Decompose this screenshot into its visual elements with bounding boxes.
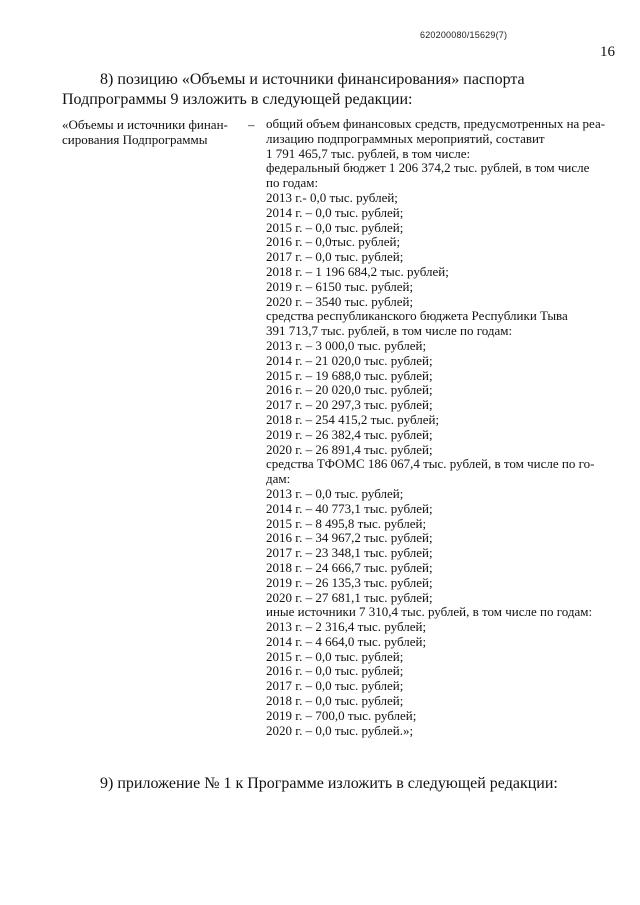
table-label-line: «Объемы и источники финан- bbox=[62, 117, 228, 132]
funding-line: лизацию подпрограммных мероприятий, составит bbox=[266, 130, 545, 146]
funding-line: 2017 г. – 20 297,3 тыс. рублей; bbox=[266, 397, 433, 413]
funding-line: 2019 г. – 6150 тыс. рублей; bbox=[266, 278, 414, 294]
funding-line: 2015 г. – 0,0 тыс. рублей; bbox=[266, 648, 404, 664]
funding-line: 2013 г.- 0,0 тыс. рублей; bbox=[266, 189, 398, 205]
funding-line: 2014 г. – 40 773,1 тыс. рублей; bbox=[266, 500, 433, 516]
funding-line: 2015 г. – 0,0 тыс. рублей; bbox=[266, 219, 404, 235]
funding-line: 2015 г. – 8 495,8 тыс. рублей; bbox=[266, 515, 427, 531]
funding-line: 1 791 465,7 тыс. рублей, в том числе: bbox=[266, 145, 471, 161]
funding-line: 2013 г. – 3 000,0 тыс. рублей; bbox=[266, 337, 427, 353]
funding-line: 2014 г. – 21 020,0 тыс. рублей; bbox=[266, 352, 433, 368]
funding-line: 2017 г. – 23 348,1 тыс. рублей; bbox=[266, 545, 433, 561]
funding-line: дам: bbox=[266, 471, 291, 487]
funding-line: 2016 г. – 0,0тыс. рублей; bbox=[266, 234, 401, 250]
funding-line: по годам: bbox=[266, 175, 319, 191]
funding-line: иные источники 7 310,4 тыс. рублей, в том числе по годам: bbox=[266, 604, 593, 620]
funding-line: средства ТФОМС 186 067,4 тыс. рублей, в том числе по го- bbox=[266, 456, 595, 472]
funding-line: 2016 г. – 20 020,0 тыс. рублей; bbox=[266, 382, 433, 398]
funding-line: 2016 г. – 0,0 тыс. рублей; bbox=[266, 663, 404, 679]
funding-line: средства республиканского бюджета Республики Тыва bbox=[266, 308, 568, 324]
funding-line: 2020 г. – 27 681,1 тыс. рублей; bbox=[266, 589, 433, 605]
funding-line: 2014 г. – 0,0 тыс. рублей; bbox=[266, 204, 404, 220]
funding-line: 2020 г. – 3540 тыс. рублей; bbox=[266, 293, 414, 309]
funding-lines bbox=[266, 116, 606, 738]
funding-line: 2013 г. – 0,0 тыс. рублей; bbox=[266, 485, 404, 501]
funding-line: 2020 г. – 0,0 тыс. рублей.»; bbox=[266, 722, 414, 738]
page-number: 16 bbox=[600, 44, 615, 60]
funding-line: 2018 г. – 254 415,2 тыс. рублей; bbox=[266, 411, 440, 427]
table-dash: – bbox=[248, 117, 255, 132]
funding-line: 2015 г. – 19 688,0 тыс. рублей; bbox=[266, 367, 433, 383]
paragraph-8: 8) позицию «Объемы и источники финансирования» паспорта Подпрограммы 9 изложить в следующей редакции: bbox=[62, 71, 525, 108]
funding-line: 2019 г. – 700,0 тыс. рублей; bbox=[266, 707, 417, 723]
funding-line: 2013 г. – 2 316,4 тыс. рублей; bbox=[266, 619, 427, 635]
document-code: 620200080/15629(7) bbox=[420, 30, 508, 40]
funding-line: 2018 г. – 1 196 684,2 тыс. рублей; bbox=[266, 263, 449, 279]
funding-line: 2018 г. – 24 666,7 тыс. рублей; bbox=[266, 559, 433, 575]
funding-line: 2016 г. – 34 967,2 тыс. рублей; bbox=[266, 530, 433, 546]
funding-line: 2020 г. – 26 891,4 тыс. рублей; bbox=[266, 441, 433, 457]
table-label-line: сирования Подпрограммы bbox=[62, 132, 208, 147]
table-label bbox=[62, 117, 247, 147]
funding-line: 2018 г. – 0,0 тыс. рублей; bbox=[266, 693, 404, 709]
funding-line: общий объем финансовых средств, предусмотренных на реа- bbox=[266, 116, 606, 131]
funding-line: 2019 г. – 26 382,4 тыс. рублей; bbox=[266, 426, 433, 442]
funding-line: 2019 г. – 26 135,3 тыс. рублей; bbox=[266, 574, 433, 590]
funding-line: федеральный бюджет 1 206 374,2 тыс. рублей, в том числе bbox=[266, 160, 590, 176]
paragraph-9: 9) приложение № 1 к Программе изложить в следующей редакции: bbox=[100, 775, 558, 792]
funding-line: 2017 г. – 0,0 тыс. рублей; bbox=[266, 678, 404, 694]
funding-line: 2017 г. – 0,0 тыс. рублей; bbox=[266, 249, 404, 265]
funding-line: 391 713,7 тыс. рублей, в том числе по годам: bbox=[266, 323, 513, 339]
funding-line: 2014 г. – 4 664,0 тыс. рублей; bbox=[266, 633, 427, 649]
